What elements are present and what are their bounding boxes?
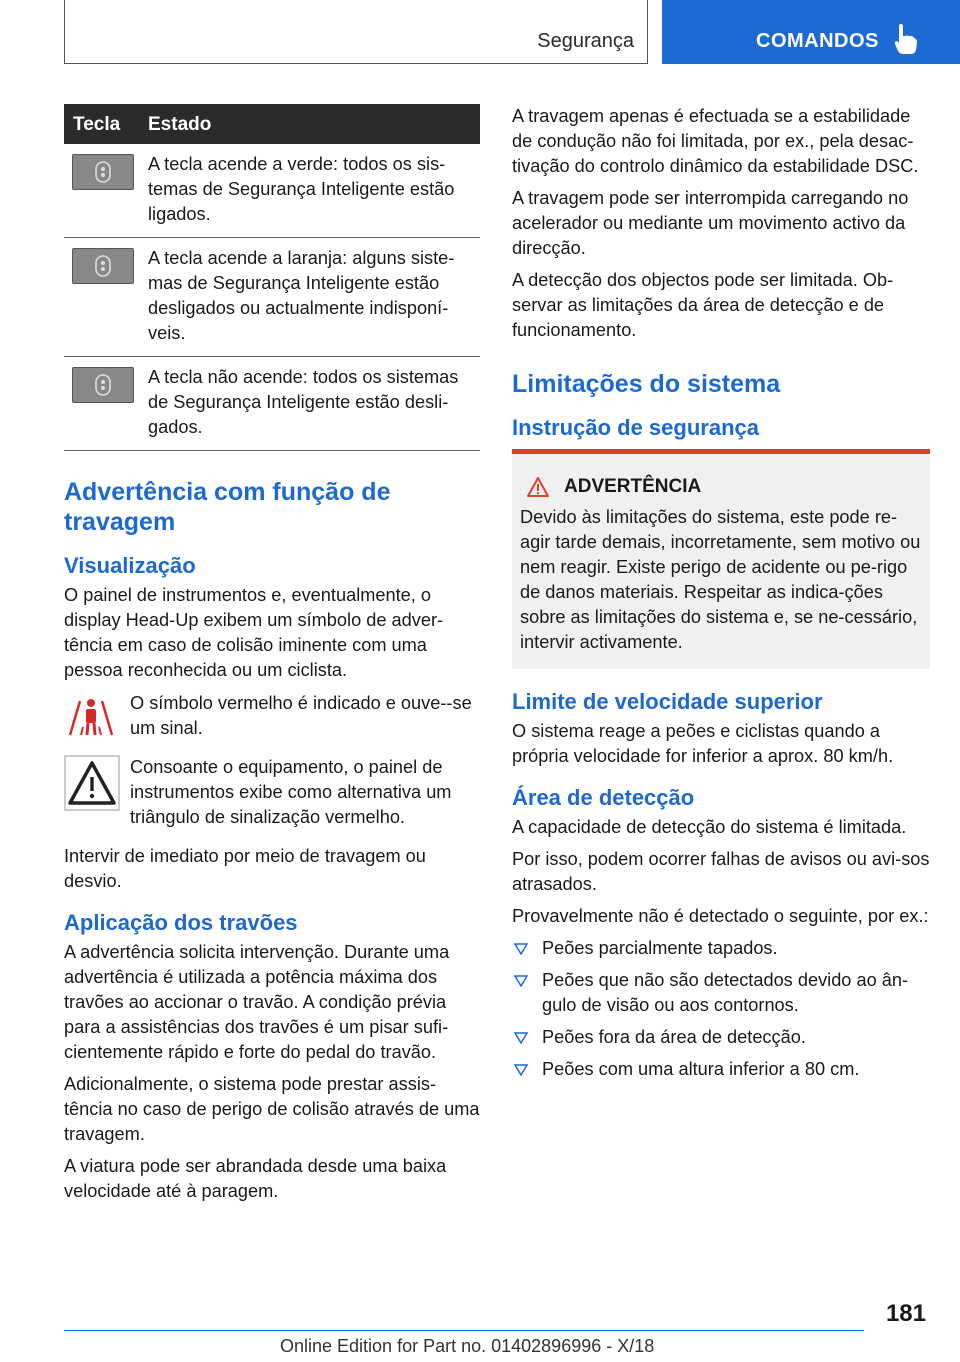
warning-triangle-icon <box>526 476 550 498</box>
paragraph-braking-stability: A travagem apenas é efectuada se a estabilidade de condução não foi limitada, por ex., pela desac-tivação do controlo dinâmico da estabilidade DSC. <box>512 106 919 176</box>
table-header <box>64 104 480 144</box>
bullet-triangle-icon <box>514 943 528 955</box>
list-item: Peões parcialmente tapados. <box>512 936 930 961</box>
table-row <box>64 238 480 357</box>
warning-box <box>512 449 930 669</box>
heading-brake-warning: Advertência com função de travagem <box>64 478 391 536</box>
symbol-row-person <box>64 691 482 741</box>
symbol-row-triangle <box>64 755 482 830</box>
key-status-table <box>64 104 480 451</box>
right-column <box>512 104 930 1089</box>
list-item: Peões que não são detectados devido ao ân-gulo de visão ou aos contornos. <box>512 968 930 1018</box>
warning-triangle-icon <box>64 755 120 811</box>
page-number: 181 <box>885 1300 926 1327</box>
heading-speed-limit: Limite de velocidade superior <box>512 689 823 714</box>
heading-brake-application: Aplicação dos travões <box>64 910 298 935</box>
paragraph-area-1: A capacidade de detecção do sistema é limitada. <box>512 817 907 837</box>
table-cell-status: A tecla acende a laranja: alguns siste-mas de Segurança Inteligente estão desligados ou actualmente indisponí-veis. <box>148 248 455 343</box>
warning-text: Devido às limitações do sistema, este pode re-agir tarde demais, incorretamente, sem motivo ou nem reagir. Existe perigo de acidente ou pe-rigo de danos materiais. Respeitar as indica-ções sobre as limitações do sistema e, se ne-cessário, intervir activamente. <box>520 507 921 652</box>
warning-title: ADVERTÊNCIA <box>564 476 702 497</box>
list-item: Peões fora da área de detecção. <box>512 1025 930 1050</box>
heading-detection-area: Área de detecção <box>512 785 695 810</box>
safety-button-icon <box>72 367 134 403</box>
table-cell-status: A tecla não acende: todos os sistemas de Segurança Inteligente estão desli-gados. <box>148 367 459 437</box>
column-header-key: Tecla <box>73 113 121 135</box>
footer-divider <box>64 1330 864 1331</box>
undetected-list <box>512 936 930 1082</box>
heading-display: Visualização <box>64 553 196 578</box>
chapter-label: COMANDOS <box>756 30 879 52</box>
heading-safety-instruction: Instrução de segurança <box>512 415 759 440</box>
footer-edition: Online Edition for Part no. 01402896996 - X/18 <box>280 1336 655 1356</box>
paragraph-area-2: Por isso, podem ocorrer falhas de avisos ou avi-sos atrasados. <box>512 849 930 894</box>
table-row <box>64 144 480 238</box>
heading-system-limits: Limitações do sistema <box>512 370 781 398</box>
paragraph-detection-limited: A detecção dos objectos pode ser limitada. Ob-servar as limitações da área de detecção e de funcionamento. <box>512 270 894 340</box>
symbol-description: O símbolo vermelho é indicado e ouve--se um sinal. <box>130 693 472 738</box>
pedestrian-warning-icon <box>64 691 118 741</box>
symbol-description: Consoante o equipamento, o painel de instrumentos exibe como alternativa um triângulo de sinalização vermelho. <box>130 757 452 827</box>
paragraph-brakes-1: A advertência solicita intervenção. Durante uma advertência é utilizada a potência máxima dos travões ao accionar o travão. A condição prévia para a assistências dos travões é um pisar sufi-cientemente rápido e forte do pedal do travão. <box>64 942 450 1062</box>
list-item: Peões com uma altura inferior a 80 cm. <box>512 1057 930 1082</box>
paragraph-display: O painel de instrumentos e, eventualmente, o display Head-Up exibem um símbolo de adver-tência em caso de colisão iminente com uma pessoa reconhecida ou um ciclista. <box>64 585 444 680</box>
paragraph-area-3: Provavelmente não é detectado o seguinte, por ex.: <box>512 906 929 926</box>
paragraph-braking-interrupt: A travagem pode ser interrompida carregando no acelerador ou mediante um movimento activo da direcção. <box>512 188 909 258</box>
paragraph-brakes-3: A viatura pode ser abrandada desde uma baixa velocidade até à paragem. <box>64 1156 447 1201</box>
bullet-triangle-icon <box>514 975 528 987</box>
table-cell-status: A tecla acende a verde: todos os sis-temas de Segurança Inteligente estão ligados. <box>148 154 455 224</box>
pointing-hand-icon <box>894 24 918 54</box>
section-title: Segurança <box>537 30 634 52</box>
safety-button-icon <box>72 154 134 190</box>
safety-button-icon <box>72 248 134 284</box>
paragraph-speed-limit: O sistema reage a peões e ciclistas quando a própria velocidade for inferior a aprox. 80 km/h. <box>512 721 894 766</box>
bullet-triangle-icon <box>514 1032 528 1044</box>
column-header-status: Estado <box>148 113 212 135</box>
paragraph-brakes-2: Adicionalmente, o sistema pode prestar assis-tência no caso de perigo de colisão através de uma travagem. <box>64 1074 480 1144</box>
table-row <box>64 357 480 451</box>
bullet-triangle-icon <box>514 1064 528 1076</box>
chapter-tab[interactable] <box>662 0 960 64</box>
left-column <box>64 104 482 1211</box>
paragraph-intervene: Intervir de imediato por meio de travagem ou desvio. <box>64 846 426 891</box>
